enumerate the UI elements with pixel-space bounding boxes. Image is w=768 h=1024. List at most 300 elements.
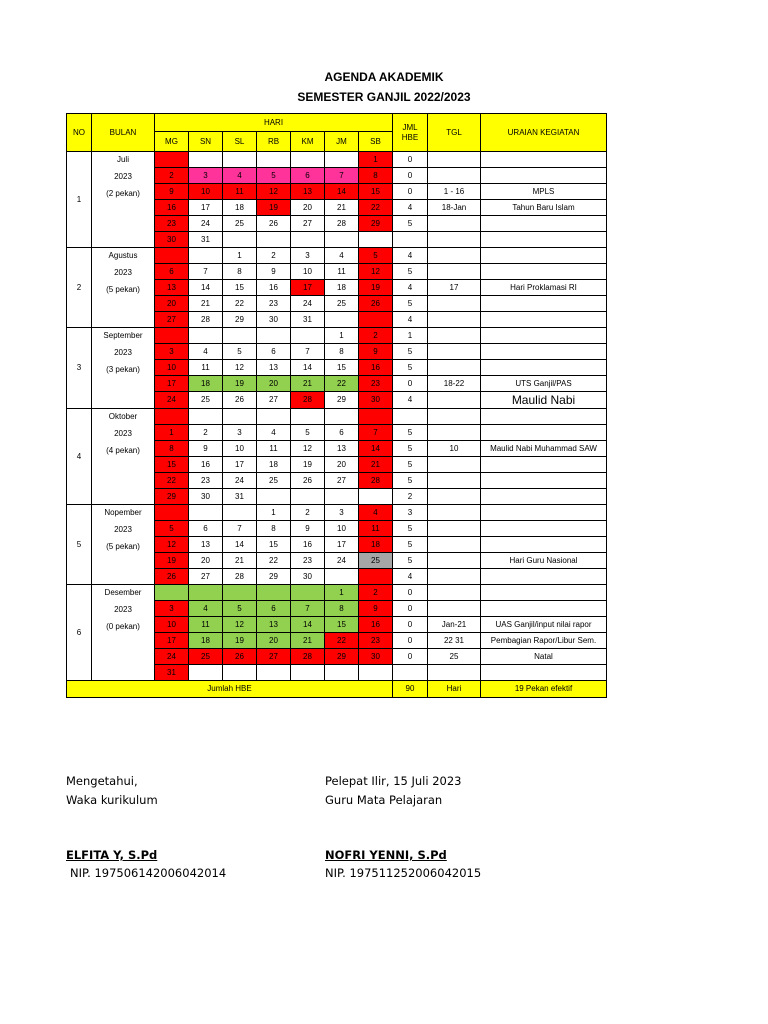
day-cell: 5 [359,248,393,264]
day-cell: 6 [257,344,291,360]
month-label-line: 2023 [114,429,132,438]
date-cell [428,232,481,248]
date-cell [428,312,481,328]
day-cell: 7 [359,425,393,441]
month-label-line: 2023 [114,348,132,357]
day-cell: 8 [223,264,257,280]
hbe-cell: 0 [393,633,428,649]
header-hari: HARI [155,114,393,132]
footer-acknowledged: Mengetahui, [66,774,138,788]
day-cell [155,505,189,521]
day-cell: 30 [291,569,325,585]
day-cell: 3 [325,505,359,521]
activity-cell [481,409,607,425]
date-cell [428,264,481,280]
date-cell [428,553,481,569]
day-cell: 19 [155,553,189,569]
date-cell: 18-22 [428,376,481,392]
day-cell: 29 [223,312,257,328]
date-cell [428,665,481,681]
day-cell [291,409,325,425]
date-cell [428,505,481,521]
day-cell [291,585,325,601]
day-cell: 11 [325,264,359,280]
day-cell [223,505,257,521]
day-cell: 15 [325,360,359,376]
total-note: 19 Pekan efektif [481,681,607,698]
day-cell: 22 [325,633,359,649]
month-label-line: 2023 [114,525,132,534]
day-cell: 13 [189,537,223,553]
activity-cell: Hari Guru Nasional [481,553,607,569]
week-row [67,409,607,425]
day-cell: 17 [291,280,325,296]
day-cell: 12 [359,264,393,280]
day-cell: 18 [223,200,257,216]
hbe-cell: 5 [393,264,428,280]
day-cell: 16 [155,200,189,216]
day-cell: 18 [189,633,223,649]
day-cell [257,585,291,601]
total-unit: Hari [428,681,481,698]
date-cell [428,248,481,264]
activity-cell [481,264,607,280]
day-cell: 24 [189,216,223,232]
day-cell: 9 [189,441,223,457]
total-label: Jumlah HBE [67,681,393,698]
day-cell: 30 [257,312,291,328]
date-cell [428,537,481,553]
activity-cell [481,489,607,505]
day-cell: 12 [223,360,257,376]
day-cell: 18 [325,280,359,296]
date-cell [428,409,481,425]
date-cell [428,328,481,344]
day-cell: 22 [155,473,189,489]
month-label-line: (4 pekan) [106,446,140,455]
day-cell: 17 [325,537,359,553]
activity-cell [481,521,607,537]
day-cell: 23 [155,216,189,232]
day-cell: 1 [155,425,189,441]
activity-cell: Maulid Nabi [481,392,607,409]
day-cell: 31 [189,232,223,248]
day-cell [325,312,359,328]
day-cell: 27 [189,569,223,585]
day-cell: 26 [223,649,257,665]
day-cell: 12 [223,617,257,633]
day-cell: 25 [223,216,257,232]
day-cell: 13 [325,441,359,457]
hbe-cell: 5 [393,441,428,457]
day-cell: 17 [155,376,189,392]
day-cell: 1 [325,328,359,344]
day-cell: 21 [325,200,359,216]
day-cell [325,489,359,505]
day-cell: 23 [189,473,223,489]
day-cell [291,665,325,681]
month-number: 4 [67,409,92,505]
month-label-line: Nopember [104,508,142,517]
day-cell [257,152,291,168]
day-cell: 8 [325,601,359,617]
month-label-line: Oktober [108,412,138,421]
hbe-cell: 5 [393,425,428,441]
day-cell: 4 [189,344,223,360]
day-cell [359,665,393,681]
day-cell: 10 [223,441,257,457]
date-cell: 17 [428,280,481,296]
day-cell: 6 [189,521,223,537]
day-cell: 30 [155,232,189,248]
activity-cell [481,537,607,553]
day-cell: 19 [223,633,257,649]
footer-right-name: NOFRI YENNI, S.Pd [325,848,447,862]
month-number: 5 [67,505,92,585]
day-cell [291,328,325,344]
hbe-cell: 4 [393,280,428,296]
month-label-line: 2023 [114,172,132,181]
day-cell: 22 [223,296,257,312]
day-cell: 9 [291,521,325,537]
day-cell [359,232,393,248]
hbe-cell: 2 [393,489,428,505]
day-cell: 21 [189,296,223,312]
day-cell: 9 [359,344,393,360]
day-cell: 5 [223,344,257,360]
month-label-line: Agustus [108,251,138,260]
day-cell: 6 [291,168,325,184]
header-day-km: KM [291,132,325,152]
hbe-cell: 5 [393,296,428,312]
day-cell: 29 [257,569,291,585]
day-cell: 13 [257,360,291,376]
day-cell: 12 [291,441,325,457]
date-cell [428,360,481,376]
month-number: 1 [67,152,92,248]
day-cell: 18 [189,376,223,392]
day-cell [325,569,359,585]
month-label-line: 2023 [114,268,132,277]
hbe-cell: 5 [393,344,428,360]
day-cell [257,328,291,344]
day-cell [325,152,359,168]
day-cell: 11 [189,360,223,376]
month-number: 3 [67,328,92,409]
day-cell: 25 [189,392,223,409]
date-cell: 25 [428,649,481,665]
day-cell: 20 [325,457,359,473]
day-cell: 22 [359,200,393,216]
month-label-line: (5 pekan) [106,542,140,551]
day-cell: 14 [291,360,325,376]
hbe-cell: 5 [393,216,428,232]
day-cell: 30 [189,489,223,505]
date-cell [428,344,481,360]
header-uraian: URAIAN KEGIATAN [481,114,607,152]
day-cell: 20 [189,553,223,569]
month-label-line: Juli [116,155,129,164]
day-cell: 10 [291,264,325,280]
day-cell: 28 [291,649,325,665]
day-cell [359,312,393,328]
day-cell: 23 [291,553,325,569]
day-cell: 6 [155,264,189,280]
day-cell [223,585,257,601]
day-cell: 25 [257,473,291,489]
day-cell [325,409,359,425]
day-cell [189,585,223,601]
total-row [67,681,607,698]
header-no: NO [67,114,92,152]
day-cell [325,232,359,248]
header-day-sn: SN [189,132,223,152]
hbe-cell: 4 [393,312,428,328]
activity-cell [481,312,607,328]
day-cell: 10 [189,184,223,200]
date-cell [428,601,481,617]
day-cell: 13 [257,617,291,633]
day-cell: 13 [291,184,325,200]
date-cell: Jan-21 [428,617,481,633]
footer-place-date: Pelepat Ilir, 15 Juli 2023 [325,774,462,788]
total-value: 90 [393,681,428,698]
day-cell [359,569,393,585]
day-cell: 16 [257,280,291,296]
hbe-cell: 5 [393,553,428,569]
day-cell [359,409,393,425]
day-cell: 8 [325,344,359,360]
day-cell: 25 [189,649,223,665]
activity-cell: MPLS [481,184,607,200]
hbe-cell: 0 [393,601,428,617]
day-cell: 24 [223,473,257,489]
day-cell: 30 [359,649,393,665]
header-bulan: BULAN [92,114,155,152]
day-cell: 11 [359,521,393,537]
header-jml-hbe [393,114,428,152]
day-cell: 31 [155,665,189,681]
month-label [92,152,155,248]
day-cell [223,328,257,344]
day-cell: 15 [257,537,291,553]
activity-cell: Tahun Baru Islam [481,200,607,216]
hbe-cell: 4 [393,392,428,409]
day-cell [189,665,223,681]
date-cell [428,168,481,184]
month-label [92,328,155,409]
day-cell: 15 [325,617,359,633]
day-cell: 26 [223,392,257,409]
day-cell [155,409,189,425]
day-cell [155,152,189,168]
day-cell: 20 [155,296,189,312]
month-label-line: Desember [104,588,142,597]
activity-cell [481,665,607,681]
day-cell [189,152,223,168]
activity-cell [481,473,607,489]
hbe-cell: 0 [393,184,428,200]
week-row [67,152,607,168]
day-cell [291,232,325,248]
activity-cell [481,457,607,473]
date-cell [428,152,481,168]
day-cell: 24 [155,649,189,665]
day-cell: 5 [257,168,291,184]
day-cell: 25 [359,553,393,569]
activity-cell [481,360,607,376]
day-cell: 27 [325,473,359,489]
day-cell: 4 [223,168,257,184]
activity-cell [481,152,607,168]
day-cell: 18 [257,457,291,473]
day-cell: 1 [257,505,291,521]
day-cell: 1 [325,585,359,601]
day-cell: 18 [359,537,393,553]
day-cell: 16 [189,457,223,473]
day-cell: 11 [189,617,223,633]
document-subtitle: SEMESTER GANJIL 2022/2023 [297,90,471,104]
day-cell [291,489,325,505]
day-cell: 21 [291,633,325,649]
day-cell [291,152,325,168]
month-label-line: (0 pekan) [106,622,140,631]
day-cell: 6 [325,425,359,441]
day-cell [359,489,393,505]
hbe-cell: 4 [393,200,428,216]
day-cell: 19 [291,457,325,473]
day-cell: 14 [291,617,325,633]
header-day-jm: JM [325,132,359,152]
month-number: 6 [67,585,92,681]
day-cell: 20 [257,633,291,649]
header-jml: JML [402,122,418,132]
day-cell: 16 [291,537,325,553]
activity-cell: Pembagian Rapor/Libur Sem. [481,633,607,649]
day-cell: 5 [223,601,257,617]
hbe-cell [393,665,428,681]
day-cell: 27 [257,392,291,409]
header-day-rb: RB [257,132,291,152]
date-cell: 22 31 [428,633,481,649]
day-cell: 23 [359,633,393,649]
day-cell: 31 [223,489,257,505]
day-cell: 25 [325,296,359,312]
day-cell [155,328,189,344]
day-cell: 7 [291,344,325,360]
day-cell: 19 [257,200,291,216]
day-cell: 14 [359,441,393,457]
day-cell: 2 [155,168,189,184]
month-label-line: (5 pekan) [106,285,140,294]
day-cell: 8 [359,168,393,184]
day-cell: 14 [223,537,257,553]
day-cell [189,409,223,425]
day-cell [223,232,257,248]
day-cell: 24 [291,296,325,312]
hbe-cell: 0 [393,168,428,184]
day-cell: 27 [155,312,189,328]
day-cell: 23 [359,376,393,392]
day-cell: 12 [155,537,189,553]
footer-left-role: Waka kurikulum [66,793,158,807]
header-hbe: HBE [401,132,419,142]
date-cell [428,585,481,601]
activity-cell: UTS Ganjil/PAS [481,376,607,392]
day-cell: 26 [359,296,393,312]
date-cell [428,296,481,312]
day-cell: 15 [359,184,393,200]
day-cell: 11 [223,184,257,200]
week-row [67,585,607,601]
day-cell: 15 [155,457,189,473]
day-cell: 22 [257,553,291,569]
activity-cell [481,296,607,312]
day-cell: 2 [359,585,393,601]
date-cell [428,521,481,537]
month-label-line: 2023 [114,605,132,614]
day-cell [257,489,291,505]
day-cell: 2 [257,248,291,264]
hbe-cell: 5 [393,537,428,553]
day-cell: 21 [291,376,325,392]
day-cell: 7 [325,168,359,184]
month-label [92,248,155,328]
day-cell: 31 [291,312,325,328]
date-cell [428,216,481,232]
activity-cell [481,232,607,248]
day-cell: 2 [359,328,393,344]
footer-right-nip: NIP. 197511252006042015 [325,866,482,880]
day-cell: 22 [325,376,359,392]
activity-cell [481,569,607,585]
document-title: AGENDA AKADEMIK [324,70,444,84]
day-cell: 20 [291,200,325,216]
header-day-sb: SB [359,132,393,152]
day-cell: 28 [325,216,359,232]
date-cell: 1 - 16 [428,184,481,200]
day-cell: 3 [155,601,189,617]
day-cell: 2 [291,505,325,521]
hbe-cell: 0 [393,152,428,168]
activity-cell [481,585,607,601]
hbe-cell: 5 [393,360,428,376]
day-cell: 15 [223,280,257,296]
date-cell [428,569,481,585]
hbe-cell: 0 [393,617,428,633]
day-cell [223,409,257,425]
day-cell: 30 [359,392,393,409]
day-cell: 13 [155,280,189,296]
day-cell [325,665,359,681]
day-cell: 7 [189,264,223,280]
day-cell: 17 [155,633,189,649]
activity-cell: Natal [481,649,607,665]
hbe-cell: 0 [393,649,428,665]
day-cell [257,665,291,681]
day-cell: 7 [223,521,257,537]
day-cell: 8 [257,521,291,537]
day-cell [155,585,189,601]
day-cell: 27 [291,216,325,232]
day-cell: 11 [257,441,291,457]
week-row [67,328,607,344]
day-cell [189,505,223,521]
day-cell [223,665,257,681]
day-cell: 23 [257,296,291,312]
day-cell: 29 [325,392,359,409]
day-cell: 3 [223,425,257,441]
